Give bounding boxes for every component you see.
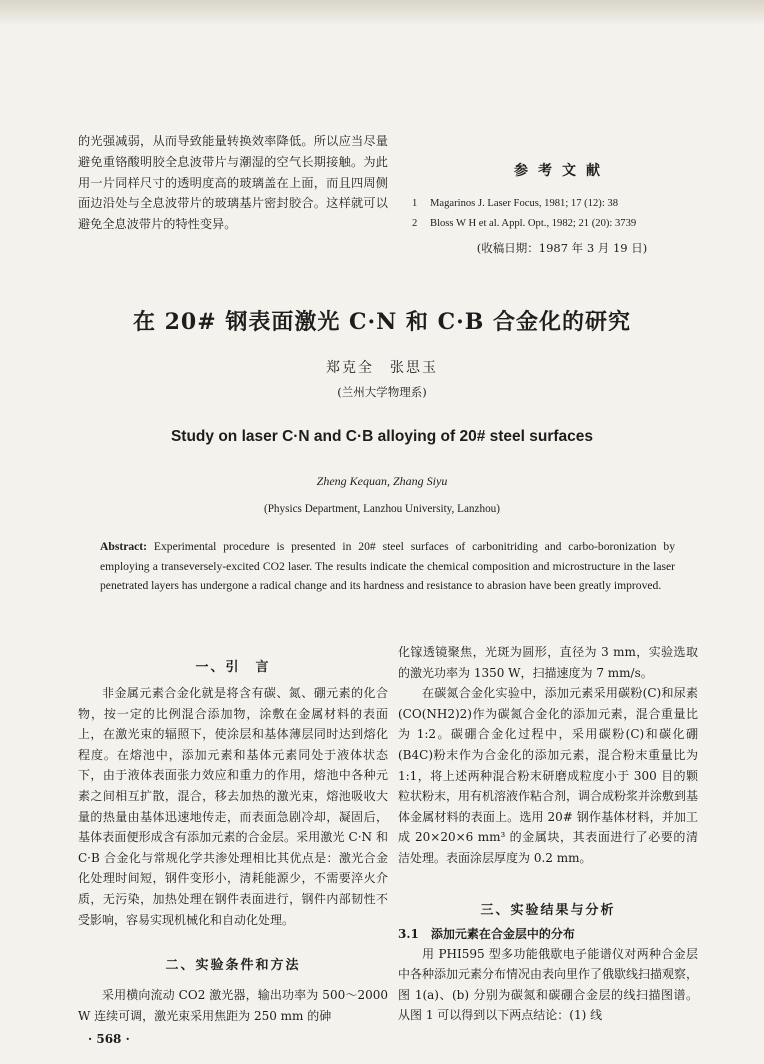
previous-article-ending: 的光强减弱，从而导致能量转换效率降低。所以应当尽量避免重铬酸明胶全息波带片与潮湿的空气长期接触。为此用一片同样尺寸的透明度高的玻璃盖在上面，而且四周侧面边沿处与全息波带片的玻璃基片密封胶合。这样就可以避免全息波带片的特性变异。 bbox=[78, 134, 388, 232]
methods-paragraph-start: 采用横向流动 CO2 激光器，输出功率为 500～2000 W 连续可调，激光束采用焦距为 250 mm 的砷 bbox=[78, 988, 388, 1023]
reference-number: 2 bbox=[412, 218, 418, 229]
right-column bbox=[398, 642, 698, 1026]
reference-item bbox=[412, 214, 712, 234]
reference-number: 1 bbox=[412, 198, 418, 209]
reference-text: Bloss W H et al. Appl. Opt., 1982; 21 (20): 3739 bbox=[430, 218, 637, 229]
results-paragraph: 用 PHI595 型多功能俄歇电子能谱仪对两种合金层中各种添加元素分布情况由表向里作了俄歇线扫描观察，图 1(a)、(b) 分别为碳氮和碳硼合金层的线扫描图谱。从图 1 可以得到以下两点结论：(1) 线 bbox=[398, 946, 699, 1023]
introduction-paragraph: 非金属元素合金化就是将含有碳、氮、硼元素的化合物，按一定的比例混合添加物，涂敷在金属材料的表面上，在激光束的辐照下，使涂层和基体薄层同时达到熔化程度。在熔池中，添加元素和基体元素同处于液体状态下，由于液体表面张力效应和重力的作用，熔池中各种元素之间相互扩散，混合，移去加热的激光束，熔池吸收大量的热量由基体迅速地传走，而表面急剧冷却，凝固后，基体表面便形成含有添加元素的合金层。采用激光 C·N 和 C·B 合金化与常规化学共渗处理相比其优点是：激光合金化处理时间短，钢件变形小，清耗能源少，不需要淬火介质，无污染，加热处理在钢件表面进行，钢件内部韧性不受影响，容易实现机械化和自动化处理。 bbox=[78, 686, 388, 927]
section-heading-methods: 二、实验条件和方法 bbox=[165, 958, 301, 974]
affiliation-zh: (兰州大学物理系) bbox=[337, 385, 427, 399]
section-heading-introduction: 一、引 言 bbox=[195, 660, 271, 675]
subsection-heading: 3.1 添加元素在合金层中的分布 bbox=[398, 926, 575, 941]
page-number: · 568 · bbox=[88, 1032, 130, 1046]
abstract-text: Experimental procedure is presented in 20# steel surfaces of carbonitriding and carbo-boronization by employing a transeversely-excited CO2 laser. The results indicate the chemical composition and microstructure in the laser penetrated layers has undergone a radical change and its hardness and resistance to abrasion have been greatly improved. bbox=[100, 540, 675, 593]
article-title-en: Study on laser C·N and C·B alloying of 20# steel surfaces bbox=[170, 428, 594, 445]
references-title: 参考文献 bbox=[514, 163, 610, 179]
authors-zh: 郑克全 张思玉 bbox=[326, 360, 438, 376]
methods-paragraph-materials: 在碳氮合金化实验中，添加元素采用碳粉(C)和尿素(CO(NH2)2)作为碳氮合金化的添加元素，混合重量比为 1:2。碳硼合金化过程中，采用碳粉(C)和碳化硼(B4C)粉末作为合金化的添加元素，混合粉末重量比为 1:1，将上述两种混合粉末研磨成粒度小于 300 目的颗粒状粉末，用有机溶液作粘合剂，调合成粉浆并涂敷到基体金属材料的表面上。选用 20# 钢作基体材料，并加工成 20×20×6 mm³ 的金属块，其表面进行了必要的清洁处理。表面涂层厚度为 0.2 mm。 bbox=[398, 686, 699, 865]
section-heading-results: 三、实验结果与分析 bbox=[480, 902, 616, 918]
page-fold-shadow bbox=[0, 0, 764, 26]
left-column bbox=[78, 656, 388, 1026]
affiliation-en: (Physics Department, Lanzhou University, Lanzhou) bbox=[263, 503, 500, 515]
reference-item bbox=[412, 194, 712, 214]
reference-text: Magarinos J. Laser Focus, 1981; 17 (12): 38 bbox=[430, 198, 619, 209]
abstract bbox=[100, 537, 675, 596]
authors-en: Zheng Kequan, Zhang Siyu bbox=[316, 474, 448, 488]
abstract-label: Abstract: bbox=[100, 540, 148, 553]
received-date: (收稿日期：1987 年 3 月 19 日) bbox=[476, 241, 648, 255]
references-block bbox=[412, 160, 712, 256]
methods-paragraph-continued: 化镓透镜聚焦，光斑为圆形，直径为 3 mm，实验选取的激光功率为 1350 W，扫描速度为 7 mm/s。 bbox=[398, 645, 698, 680]
article-title-zh: 在 20# 钢表面激光 C·N 和 C·B 合金化的研究 bbox=[132, 309, 632, 335]
